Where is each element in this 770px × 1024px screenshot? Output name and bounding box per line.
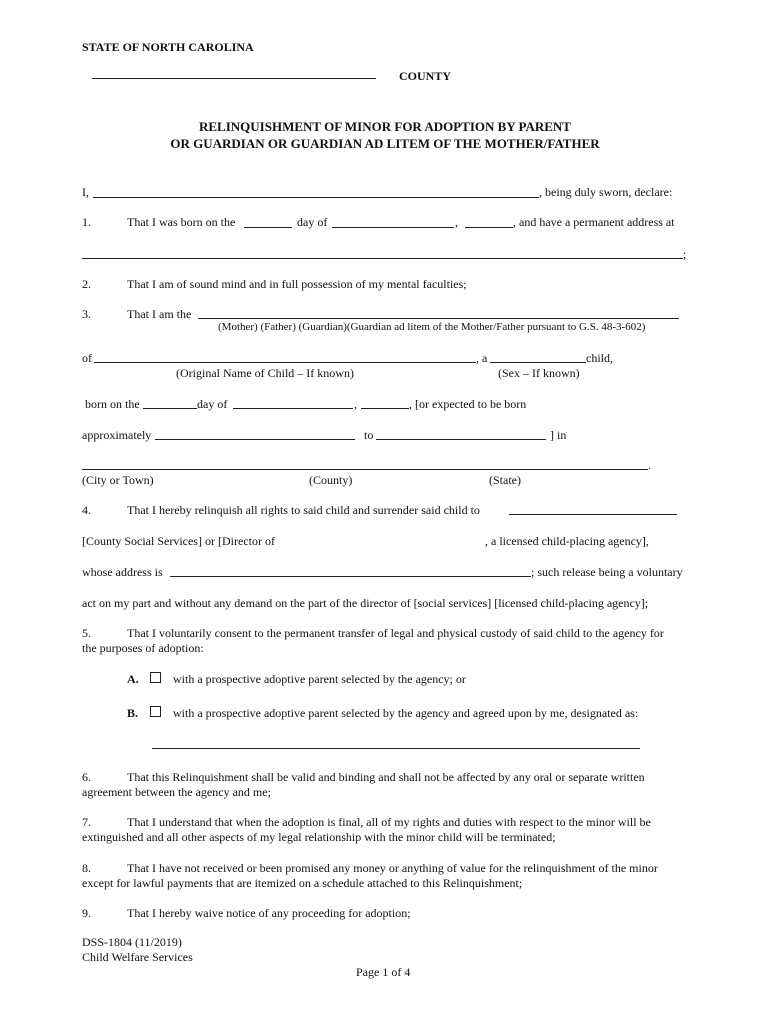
intro-declare: , being duly sworn, declare: bbox=[539, 185, 673, 199]
child-birth-year-field[interactable] bbox=[361, 408, 409, 409]
child-sex-caption: (Sex – If known) bbox=[498, 366, 580, 380]
form-title-line2: OR GUARDIAN OR GUARDIAN AD LITEM OF THE MOTHER/FATHER bbox=[170, 136, 600, 151]
item3-of: of bbox=[82, 351, 92, 365]
item4-number: 4. bbox=[82, 503, 91, 517]
department: Child Welfare Services bbox=[82, 950, 193, 964]
item8-text2: except for lawful payments that are itemized on a schedule attached to this Relinquishment; bbox=[82, 876, 523, 890]
item3-number: 3. bbox=[82, 307, 91, 321]
item3-approx: approximately bbox=[82, 428, 152, 442]
item5-text: That I voluntarily consent to the permanent transfer of legal and physical custody of said child to the agency for bbox=[127, 626, 664, 640]
item4-release: ; such release being a voluntary bbox=[531, 565, 683, 579]
agency-address-field[interactable] bbox=[170, 576, 531, 577]
item9-number: 9. bbox=[82, 906, 91, 920]
child-birth-month-field[interactable] bbox=[233, 408, 353, 409]
state-caption: (State) bbox=[489, 473, 521, 487]
item1-semicolon: ; bbox=[683, 247, 687, 261]
option-b-label: B. bbox=[127, 706, 139, 720]
item3-child: child, bbox=[586, 351, 613, 365]
item1-address-text: , and have a permanent address at bbox=[513, 215, 675, 229]
birth-location-field[interactable] bbox=[82, 469, 648, 470]
form-number: DSS-1804 (11/2019) bbox=[82, 935, 182, 949]
item6-text2: agreement between the agency and me; bbox=[82, 785, 271, 799]
birth-year-field[interactable] bbox=[465, 227, 513, 228]
county-name-field[interactable] bbox=[92, 78, 376, 79]
item5-number: 5. bbox=[82, 626, 91, 640]
option-a-label: A. bbox=[127, 672, 139, 686]
relationship-caption: (Mother) (Father) (Guardian)(Guardian ad litem of the Mother/Father pursuant to G.S. 48-3-602) bbox=[218, 321, 646, 333]
item3-expected: , [or expected to be born bbox=[409, 397, 527, 411]
child-name-caption: (Original Name of Child – If known) bbox=[176, 366, 354, 380]
item3-period: . bbox=[648, 458, 651, 472]
option-a-text: with a prospective adoptive parent selected by the agency; or bbox=[173, 672, 466, 686]
item4-county-services: [County Social Services] or [Director of bbox=[82, 534, 275, 548]
expected-to-field[interactable] bbox=[376, 439, 546, 440]
item8-text: That I have not received or been promised any money or anything of value for the relinquishment of the minor bbox=[127, 861, 658, 875]
birth-day-field[interactable] bbox=[244, 227, 292, 228]
item4-act: act on my part and without any demand on the part of the director of [social services] [licensed child-placing agency]; bbox=[82, 596, 649, 610]
item3-a: , a bbox=[476, 351, 488, 365]
item7-text: That I understand that when the adoption is final, all of my rights and duties with respect to the minor will be bbox=[127, 815, 651, 829]
item3-born-on: born on the bbox=[85, 397, 140, 411]
option-b-checkbox[interactable] bbox=[150, 706, 161, 717]
child-name-field[interactable] bbox=[94, 362, 476, 363]
item6-text: That this Relinquishment shall be valid and binding and shall not be affected by any oral or separate written bbox=[127, 770, 645, 784]
item4-address-label: whose address is bbox=[82, 565, 163, 579]
item8-number: 8. bbox=[82, 861, 91, 875]
item9-text: That I hereby waive notice of any proceeding for adoption; bbox=[127, 906, 411, 920]
permanent-address-field[interactable] bbox=[82, 258, 683, 259]
page-number: Page 1 of 4 bbox=[356, 965, 411, 979]
expected-from-field[interactable] bbox=[155, 439, 355, 440]
item1-born-text: That I was born on the bbox=[127, 215, 236, 229]
agency-field[interactable] bbox=[509, 514, 677, 515]
item7-number: 7. bbox=[82, 815, 91, 829]
designated-parent-field[interactable] bbox=[152, 748, 640, 749]
item1-comma: , bbox=[455, 215, 458, 229]
option-a-checkbox[interactable] bbox=[150, 672, 161, 683]
item7-text2: extinguished and all other aspects of my legal relationship with the minor child will be terminated; bbox=[82, 830, 556, 844]
form-title-line1: RELINQUISHMENT OF MINOR FOR ADOPTION BY PARENT bbox=[199, 119, 571, 134]
item3-day-of: day of bbox=[197, 397, 228, 411]
child-birth-day-field[interactable] bbox=[143, 408, 197, 409]
declarant-name-field[interactable] bbox=[93, 197, 539, 198]
state-heading: STATE OF NORTH CAROLINA bbox=[82, 40, 254, 54]
city-caption: (City or Town) bbox=[82, 473, 154, 487]
option-b-text: with a prospective adoptive parent selected by the agency and agreed upon by me, designated as: bbox=[173, 706, 639, 720]
county-caption: (County) bbox=[309, 473, 353, 487]
birth-month-field[interactable] bbox=[332, 227, 454, 228]
item6-number: 6. bbox=[82, 770, 91, 784]
item3-in: ] in bbox=[550, 428, 567, 442]
item5-text2: the purposes of adoption: bbox=[82, 641, 204, 655]
item3-comma: , bbox=[354, 397, 357, 411]
item4-licensed: , a licensed child-placing agency], bbox=[485, 534, 649, 548]
item2-text: That I am of sound mind and in full possession of my mental faculties; bbox=[127, 277, 467, 291]
item3-text: That I am the bbox=[127, 307, 192, 321]
item3-to: to bbox=[364, 428, 374, 442]
item2-number: 2. bbox=[82, 277, 91, 291]
item4-text: That I hereby relinquish all rights to said child and surrender said child to bbox=[127, 503, 480, 517]
intro-i: I, bbox=[82, 185, 89, 199]
item1-day-of: day of bbox=[297, 215, 328, 229]
relationship-field[interactable] bbox=[198, 318, 679, 319]
child-sex-field[interactable] bbox=[490, 362, 586, 363]
county-label: COUNTY bbox=[399, 69, 452, 83]
item1-number: 1. bbox=[82, 215, 91, 229]
